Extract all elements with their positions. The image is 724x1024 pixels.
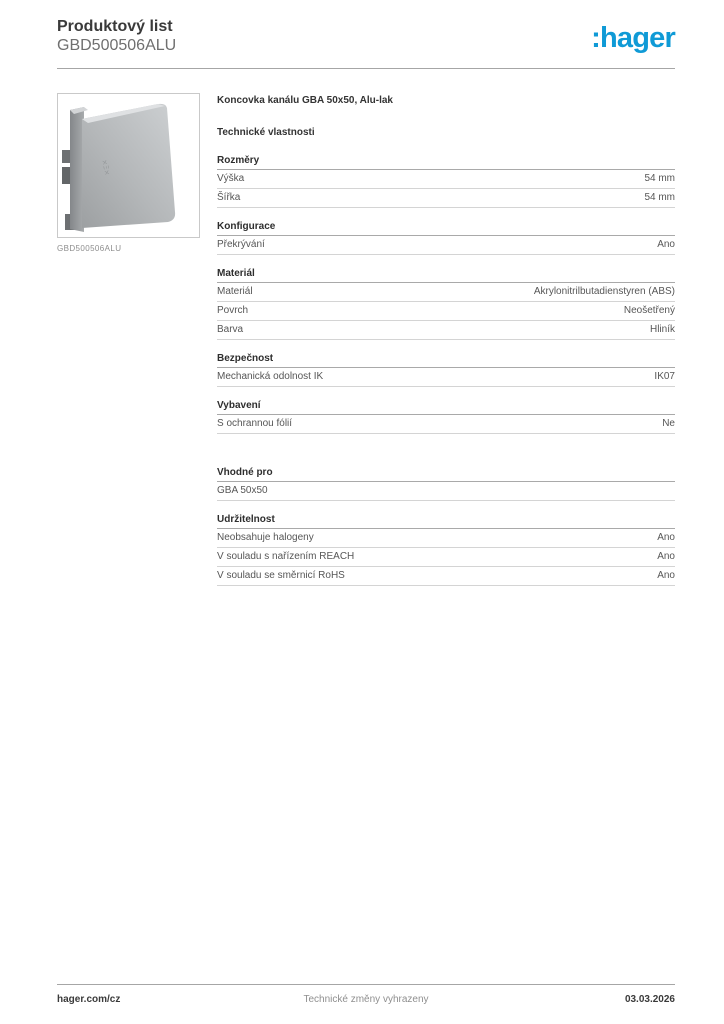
hager-logo: :hager xyxy=(591,22,675,54)
spec-label: Výška xyxy=(217,173,245,184)
spec-label: Barva xyxy=(217,324,244,335)
spec-label: V souladu se směrnicí RoHS xyxy=(217,570,345,581)
svg-text:×Ξ×: ×Ξ× xyxy=(100,158,112,177)
spec-section-heading: Konfigurace xyxy=(217,221,675,236)
page-header xyxy=(57,17,675,55)
page-footer xyxy=(57,984,675,1006)
spec-section xyxy=(217,221,675,255)
spec-section xyxy=(217,400,675,434)
spec-rows xyxy=(217,482,675,501)
spec-section-heading: Materiál xyxy=(217,268,675,283)
footer-divider xyxy=(57,984,675,985)
spec-section xyxy=(217,353,675,387)
spec-label: Neobsahuje halogeny xyxy=(217,532,314,543)
spec-value: Neošetřený xyxy=(623,305,675,316)
header-text-block xyxy=(57,17,176,55)
spec-row xyxy=(217,302,675,321)
spec-label: GBA 50x50 xyxy=(217,485,268,496)
spec-label: Mechanická odolnost IK xyxy=(217,371,324,382)
document-title: Produktový list xyxy=(57,18,173,35)
spec-row xyxy=(217,415,675,434)
technical-properties-title: Technické vlastnosti xyxy=(217,127,315,138)
spec-section-heading: Bezpečnost xyxy=(217,353,675,368)
flange xyxy=(70,107,84,232)
spec-section-heading: Vybavení xyxy=(217,400,675,415)
spec-section xyxy=(217,514,675,586)
spec-row xyxy=(217,368,675,387)
spec-value: 54 mm xyxy=(644,173,675,184)
footer-date: 03.03.2026 xyxy=(624,994,675,1005)
footer-row xyxy=(57,994,675,1006)
product-image-caption: GBD500506ALU xyxy=(57,244,122,253)
spec-row xyxy=(217,321,675,340)
end-cap-product-image xyxy=(58,94,199,237)
spec-label: Povrch xyxy=(217,305,249,316)
spec-label: V souladu s nařízením REACH xyxy=(217,551,355,562)
end-cap-face xyxy=(82,104,175,228)
product-image-frame xyxy=(57,93,200,238)
spec-section-heading: Rozměry xyxy=(217,155,675,170)
spec-row xyxy=(217,567,675,586)
spec-row xyxy=(217,529,675,548)
spec-rows xyxy=(217,529,675,586)
spec-row xyxy=(217,170,675,189)
spec-row xyxy=(217,189,675,208)
footer-website-link[interactable]: hager.com/cz xyxy=(57,994,121,1005)
spec-rows xyxy=(217,368,675,387)
spec-rows xyxy=(217,415,675,434)
spec-row xyxy=(217,548,675,567)
spec-rows xyxy=(217,283,675,340)
spec-label: Šířka xyxy=(217,192,241,203)
spec-row xyxy=(217,283,675,302)
spec-label: S ochrannou fólií xyxy=(217,418,293,429)
product-title: Koncovka kanálu GBA 50x50, Alu-lak xyxy=(217,95,393,106)
spec-value: Akrylonitrilbutadienstyren (ABS) xyxy=(533,286,675,297)
spec-value: Hliník xyxy=(649,324,675,335)
spec-value: Ano xyxy=(657,532,675,543)
spec-value: Ano xyxy=(657,551,675,562)
spec-content xyxy=(217,93,675,586)
spec-section-heading: Vhodné pro xyxy=(217,467,675,482)
spec-section xyxy=(217,268,675,340)
header-divider xyxy=(57,68,675,69)
spec-rows xyxy=(217,236,675,255)
spec-label: Materiál xyxy=(217,286,253,297)
spec-value: Ano xyxy=(657,239,675,250)
spec-rows xyxy=(217,170,675,208)
spec-sections xyxy=(217,155,675,586)
footer-disclaimer: Technické změny vyhrazeny xyxy=(303,994,429,1005)
spec-section-heading: Udržitelnost xyxy=(217,514,675,529)
spec-value: Ano xyxy=(657,570,675,581)
spec-value: Ne xyxy=(662,418,675,429)
spec-row xyxy=(217,236,675,255)
spec-value: 54 mm xyxy=(644,192,675,203)
spec-row xyxy=(217,482,675,501)
spec-section xyxy=(217,467,675,501)
product-image-column xyxy=(57,93,200,253)
spec-value: IK07 xyxy=(654,371,675,382)
spec-label: Překrývání xyxy=(217,239,265,250)
product-code: GBD500506ALU xyxy=(57,37,177,54)
spec-section xyxy=(217,155,675,208)
